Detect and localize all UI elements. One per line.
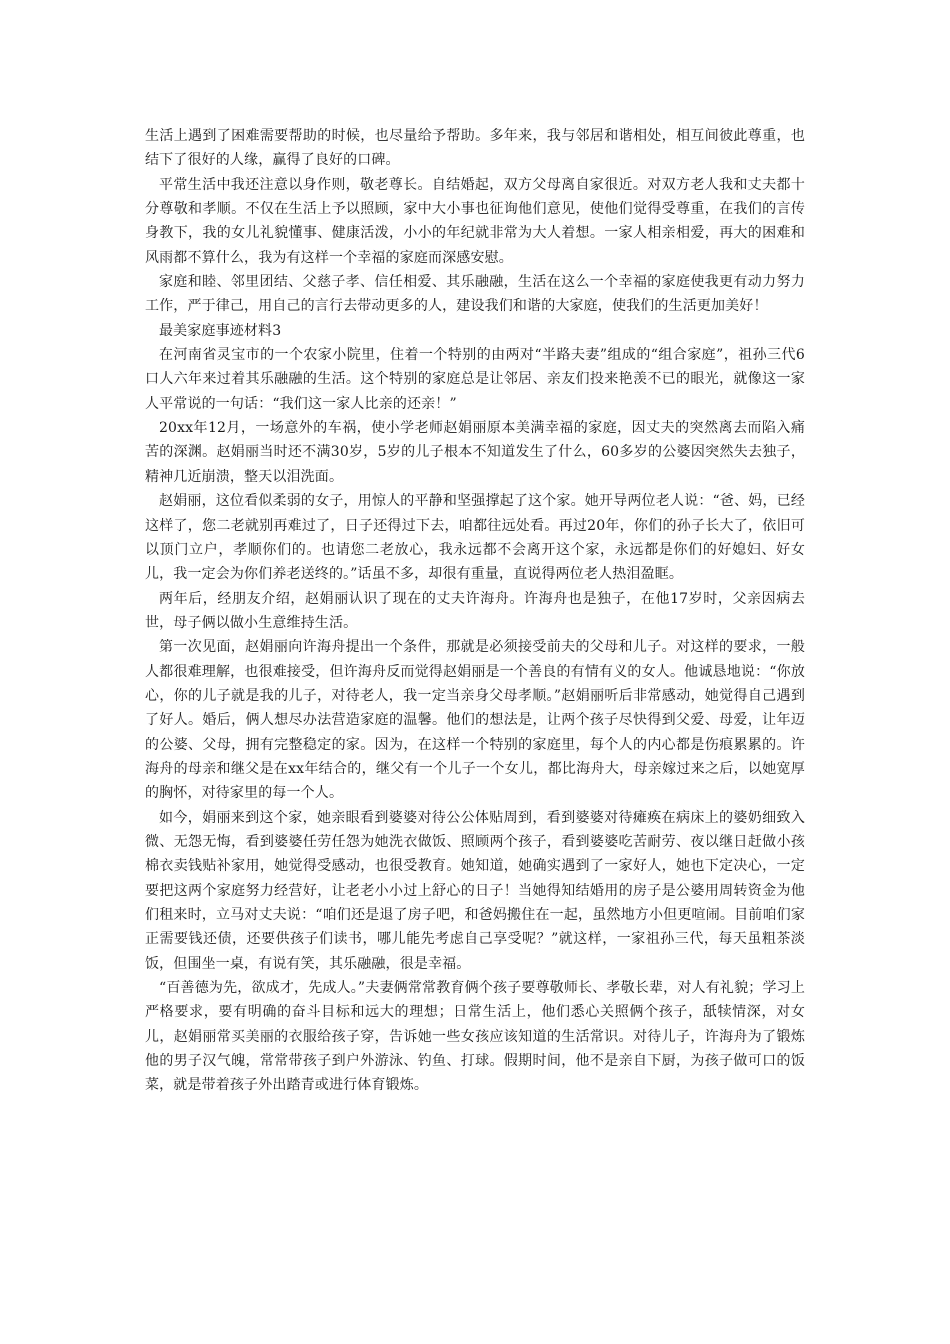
paragraph-education: “百善德为先，欲成才，先成人。”夫妻俩常常教育俩个孩子要尊敬师长、孝敬长辈，对人有礼貌；学习上严格要求，要有明确的奋斗目标和远大的理想；日常生活上，他们悉心关照俩个孩子，舐犊情深，对女儿，赵娟丽常买美丽的衣服给孩子穿，告诉她一些女孩应该知道的生活常识。对待儿子，许海舟为了锻炼他的男子汉气魄，常常带孩子到户外游泳、钓鱼、打球。假期时间，他不是亲自下厨，为孩子做可口的饭菜，就是带着孩子外出踏青或进行体育锻炼。 <box>145 980 805 1094</box>
paragraph-comfort-elders: 赵娟丽，这位看似柔弱的女子，用惊人的平静和坚强撑起了这个家。她开导两位老人说：“爸、妈，已经这样了，您二老就别再难过了，日子还得过下去，咱都往远处看。再过20年，你们的孙子长大了，依旧可以顶门立户，孝顺你们的。也请您二老放心，我永远都不会离开这个家，永远都是你们的好媳妇、好女儿，我一定会为你们养老送终的。”话虽不多，却很有重量，直说得两位老人热泪盈眶。 <box>145 493 805 583</box>
paragraph-accident: 20xx年12月，一场意外的车祸，使小学老师赵娟丽原本美满幸福的家庭，因丈夫的突然离去而陷入痛苦的深渊。赵娟丽当时还不满30岁，5岁的儿子根本不知道发生了什么，60多岁的公婆因突然失去独子，精神几近崩溃，整天以泪洗面。 <box>145 420 805 485</box>
paragraph-new-home: 如今，娟丽来到这个家，她亲眼看到婆婆对待公公体贴周到，看到婆婆对待瘫痪在病床上的婆奶细致入微、无怨无悔，看到婆婆任劳任怨为她洗衣做饭、照顾两个孩子，看到婆婆吃苦耐劳、夜以继日赶做小孩棉衣卖钱贴补家用，她觉得受感动，也很受教育。她知道，她确实遇到了一家好人，她也下定决心，一定要把这两个家庭努力经营好，让老老小小过上舒心的日子！当她得知结婚用的房子是公婆用周转资金为他们租来时，立马对丈夫说：“咱们还是退了房子吧，和爸妈搬住在一起，虽然地方小但更喧闹。目前咱们家正需要钱还债，还要供孩子们读书，哪儿能先考虑自己享受呢？”就这样，一家祖孙三代，每天虽粗茶淡饭，但围坐一桌，有说有笑，其乐融融，很是幸福。 <box>145 809 805 972</box>
paragraph-respect-elders: 平常生活中我还注意以身作则，敬老尊长。自结婚起，双方父母离自家很近。对双方老人我和丈夫都十分尊敬和孝顺。不仅在生活上予以照顾，家中大小事也征询他们意见，使他们觉得受尊重，在我们的言传身教下，我的女儿礼貌懂事、健康活泼，小小的年纪就非常为大人着想。一家人相亲相爱，再大的困难和风雨都不算什么，我为有这样一个幸福的家庭而深感安慰。 <box>145 176 805 266</box>
paragraph-first-meeting: 第一次见面，赵娟丽向许海舟提出一个条件，那就是必须接受前夫的父母和儿子。对这样的要求，一般人都很难理解，也很难接受，但许海舟反而觉得赵娟丽是一个善良的有情有义的女人。他诚恳地说：“你放心，你的儿子就是我的儿子，对待老人，我一定当亲身父母孝顺。”赵娟丽听后非常感动，她觉得自己遇到了好人。婚后，俩人想尽办法营造家庭的温馨。他们的想法是，让两个孩子尽快得到父爱、母爱，让年迈的公婆、父母，拥有完整稳定的家。因为，在这样一个特别的家庭里，每个人的内心都是伤痕累累的。许海舟的母亲和继父是在xx年结合的，继父有一个儿子一个女儿，都比海舟大，母亲嫁过来之后，以她宽厚的胸怀，对待家里的每一个人。 <box>145 639 805 802</box>
document-body <box>145 124 805 1098</box>
paragraph-remarriage: 两年后，经朋友介绍，赵娟丽认识了现在的丈夫许海舟。许海舟也是独子，在他17岁时，父亲因病去世，母子俩以做小生意维持生活。 <box>145 590 805 631</box>
section-heading: 最美家庭事迹材料3 <box>159 322 282 339</box>
paragraph-neighbors: 生活上遇到了困难需要帮助的时候，也尽量给予帮助。多年来，我与邻居和谐相处，相互间彼此尊重，也结下了很好的人缘，赢得了良好的口碑。 <box>145 128 805 169</box>
paragraph-intro-family: 在河南省灵宝市的一个农家小院里，住着一个特别的由两对“半路夫妻”组成的“组合家庭”，祖孙三代6口人六年来过着其乐融融的生活。这个特别的家庭总是让邻居、亲友们投来艳羡不已的眼光，就像这一家人平常说的一句话：“我们这一家人比亲的还亲！” <box>145 347 805 412</box>
paragraph-harmony: 家庭和睦、邻里团结、父慈子孝、信任相爱、其乐融融，生活在这么一个幸福的家庭使我更有动力努力工作，严于律己，用自己的言行去带动更多的人，建设我们和谐的大家庭，使我们的生活更加美好！ <box>145 274 805 315</box>
